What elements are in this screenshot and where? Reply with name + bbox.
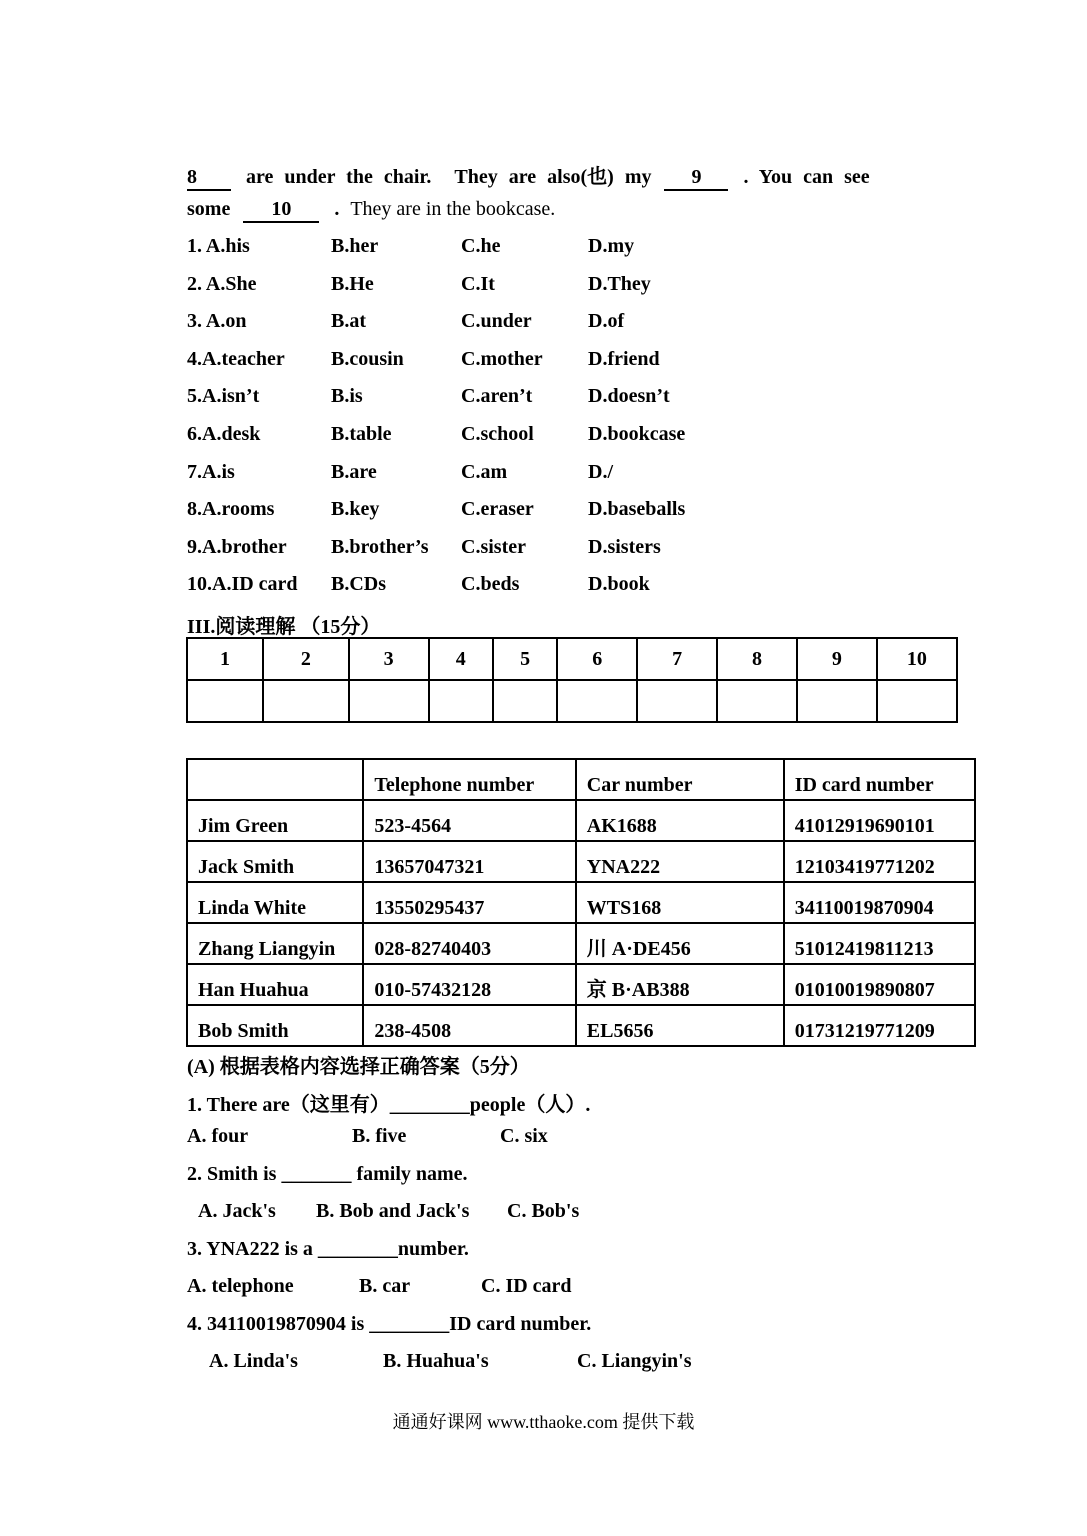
- answer-header-cell: 4: [429, 638, 493, 680]
- info-row: [187, 923, 975, 964]
- info-row: [187, 1005, 975, 1046]
- answer-cell: [429, 680, 493, 722]
- info-cell: 41012919690101: [784, 800, 975, 841]
- answer-cell: [349, 680, 429, 722]
- q2opts-choice: C. Bob's: [507, 1200, 580, 1222]
- info-header-cell: Car number: [576, 759, 784, 800]
- option-7-c: C.am: [461, 460, 508, 483]
- info-cell: WTS168: [576, 882, 784, 923]
- answer-header-cell: 7: [637, 638, 717, 680]
- answer-cell: [877, 680, 957, 722]
- answer-cell: [263, 680, 349, 722]
- option-8-n: 8.A.rooms: [187, 498, 275, 521]
- question-4: 4. 34110019870904 is ________ID card number.: [187, 1313, 592, 1335]
- info-cell: AK1688: [576, 800, 784, 841]
- answer-cell: [717, 680, 797, 722]
- option-9-n: 9.A.brother: [187, 535, 287, 558]
- option-2-b: B.He: [331, 272, 374, 295]
- answer-cell: [493, 680, 557, 722]
- option-7-d: D./: [588, 460, 613, 483]
- info-cell: Linda White: [187, 882, 363, 923]
- info-cell: Jack Smith: [187, 841, 363, 882]
- info-table: [186, 758, 976, 1047]
- info-row: [187, 964, 975, 1005]
- option-5-d: D.doesn’t: [588, 385, 670, 408]
- q1opts-choice: B. five: [352, 1125, 407, 1147]
- option-10-c: C.beds: [461, 573, 520, 596]
- info-cell: 34110019870904: [784, 882, 975, 923]
- passage-text: .: [334, 198, 340, 220]
- blank-9: 9: [664, 166, 728, 191]
- q1opts-choice: A. four: [187, 1125, 249, 1147]
- passage-text: They are also(也) my: [454, 166, 652, 188]
- info-cell: 010-57432128: [363, 964, 575, 1005]
- option-5-b: B.is: [331, 385, 363, 408]
- q2opts-choice: B. Bob and Jack's: [316, 1200, 470, 1222]
- q4opts-choice: B. Huahua's: [383, 1350, 489, 1372]
- info-row: [187, 841, 975, 882]
- footer: 通通好课网 www.tthaoke.com 提供下载: [392, 1412, 695, 1432]
- answer-header-cell: 8: [717, 638, 797, 680]
- info-cell: 028-82740403: [363, 923, 575, 964]
- option-2-n: 2. A.She: [187, 272, 257, 295]
- info-cell: 13550295437: [363, 882, 575, 923]
- question-3: 3. YNA222 is a ________number.: [187, 1238, 469, 1260]
- question-1: 1. There are（这里有）________people（人）.: [187, 1094, 591, 1116]
- option-2-d: D.They: [588, 272, 651, 295]
- option-3-c: C.under: [461, 310, 532, 333]
- answer-header-cell: 6: [557, 638, 637, 680]
- option-7-n: 7.A.is: [187, 460, 235, 483]
- info-cell: 川 A·DE456: [576, 923, 784, 964]
- answer-cell: [187, 680, 263, 722]
- option-3-n: 3. A.on: [187, 310, 247, 333]
- blank-10: 10: [243, 198, 319, 223]
- option-4-d: D.friend: [588, 347, 660, 370]
- q4opts-choice: A. Linda's: [209, 1350, 298, 1372]
- answer-cell: [557, 680, 637, 722]
- option-3-d: D.of: [588, 310, 625, 333]
- q3opts-choice: C. ID card: [481, 1275, 572, 1297]
- info-cell: 51012419811213: [784, 923, 975, 964]
- info-cell: EL5656: [576, 1005, 784, 1046]
- option-8-c: C.eraser: [461, 498, 534, 521]
- option-3-b: B.at: [331, 310, 366, 333]
- info-header-cell: Telephone number: [363, 759, 575, 800]
- info-cell: 01731219771209: [784, 1005, 975, 1046]
- option-8-d: D.baseballs: [588, 498, 686, 521]
- passage-text: some: [187, 198, 231, 220]
- info-cell: 京 B·AB388: [576, 964, 784, 1005]
- option-4-n: 4.A.teacher: [187, 347, 285, 370]
- info-cell: Bob Smith: [187, 1005, 363, 1046]
- info-cell: Jim Green: [187, 800, 363, 841]
- answer-cell: [797, 680, 877, 722]
- question-2: 2. Smith is _______ family name.: [187, 1163, 468, 1185]
- passage-text: They are in the bookcase.: [350, 198, 556, 220]
- option-10-d: D.book: [588, 573, 650, 596]
- info-header-cell: ID card number: [784, 759, 975, 800]
- q3opts-choice: B. car: [359, 1275, 411, 1297]
- q1opts-choice: C. six: [500, 1125, 548, 1147]
- info-cell: 01010019890807: [784, 964, 975, 1005]
- option-9-b: B.brother’s: [331, 535, 429, 558]
- info-header-cell: [187, 759, 363, 800]
- answer-cell: [637, 680, 717, 722]
- info-header-row: [187, 759, 975, 800]
- info-cell: 12103419771202: [784, 841, 975, 882]
- section-heading: III.阅读理解 （15分）: [187, 616, 381, 638]
- blank-8: 8: [187, 166, 231, 191]
- info-cell: Han Huahua: [187, 964, 363, 1005]
- option-4-c: C.mother: [461, 347, 543, 370]
- option-1-b: B.her: [331, 235, 379, 257]
- option-9-d: D.sisters: [588, 535, 661, 558]
- answer-header-row: [187, 638, 957, 680]
- info-row: [187, 882, 975, 923]
- passage-text: . You can see: [743, 166, 870, 188]
- q4opts-choice: C. Liangyin's: [577, 1350, 692, 1372]
- info-row: [187, 800, 975, 841]
- info-cell: 523-4564: [363, 800, 575, 841]
- answer-header-cell: 9: [797, 638, 877, 680]
- option-4-b: B.cousin: [331, 347, 404, 370]
- option-6-c: C.school: [461, 423, 534, 445]
- part-a-heading: (A) 根据表格内容选择正确答案（5分）: [187, 1056, 530, 1078]
- option-6-b: B.table: [331, 423, 392, 445]
- answer-header-cell: 1: [187, 638, 263, 680]
- option-6-d: D.bookcase: [588, 423, 686, 445]
- answer-header-cell: 5: [493, 638, 557, 680]
- passage-line-2: [187, 198, 555, 223]
- passage-text: are under the chair.: [246, 166, 432, 188]
- option-5-n: 5.A.isn’t: [187, 385, 260, 408]
- info-cell: Zhang Liangyin: [187, 923, 363, 964]
- option-10-n: 10.A.ID card: [187, 573, 298, 596]
- answer-header-cell: 10: [877, 638, 957, 680]
- option-6-n: 6.A.desk: [187, 423, 261, 445]
- option-5-c: C.aren’t: [461, 385, 533, 408]
- answer-blank-row: [187, 680, 957, 722]
- info-cell: 238-4508: [363, 1005, 575, 1046]
- option-1-n: 1. A.his: [187, 235, 250, 257]
- option-2-c: C.It: [461, 272, 495, 295]
- info-cell: 13657047321: [363, 841, 575, 882]
- answer-header-cell: 3: [349, 638, 429, 680]
- info-cell: YNA222: [576, 841, 784, 882]
- q2opts-choice: A. Jack's: [198, 1200, 276, 1222]
- option-8-b: B.key: [331, 498, 380, 521]
- answer-header-cell: 2: [263, 638, 349, 680]
- option-10-b: B.CDs: [331, 573, 387, 596]
- option-9-c: C.sister: [461, 535, 526, 558]
- q3opts-choice: A. telephone: [187, 1275, 294, 1297]
- option-1-c: C.he: [461, 235, 501, 257]
- answer-table: [186, 637, 958, 723]
- passage-line-1: [187, 160, 870, 191]
- option-7-b: B.are: [331, 460, 377, 483]
- option-1-d: D.my: [588, 235, 635, 257]
